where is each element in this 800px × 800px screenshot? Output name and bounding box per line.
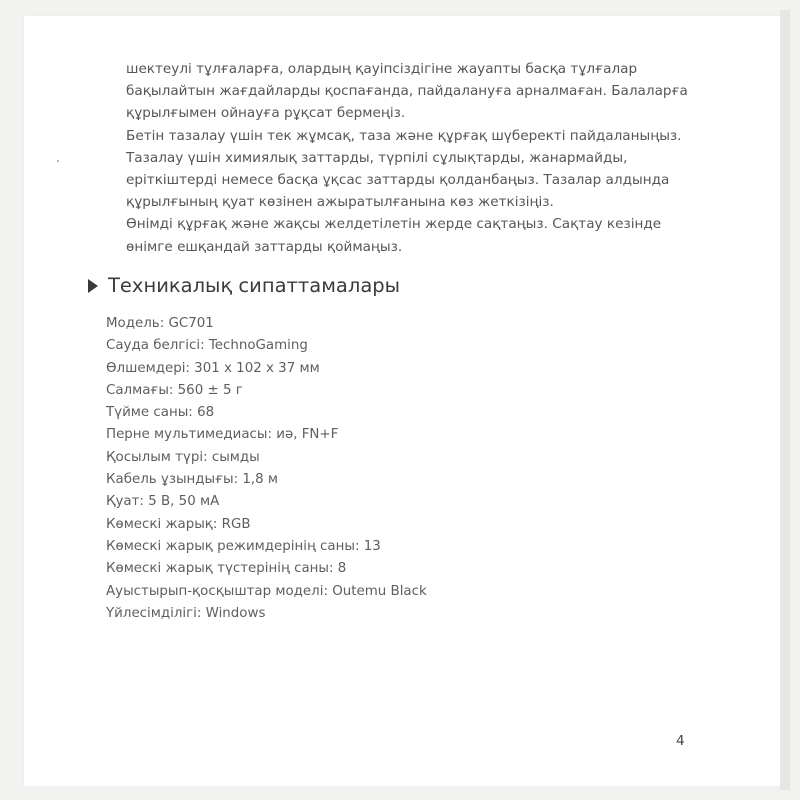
- spec-compatibility: Үйлесімділігі: Windows: [106, 605, 266, 621]
- paper-speck: [57, 160, 59, 162]
- page-edge: [780, 10, 790, 790]
- intro-line: Бетін тазалау үшін тек жұмсақ, таза және құрғақ шүберекті пайдаланыңыз.: [126, 127, 682, 144]
- intro-paragraphs: [126, 58, 726, 258]
- intro-line: бақылайтын жағдайларды қоспағанда, пайдалануға арналмаған. Балаларға: [126, 83, 688, 100]
- spec-model: Модель: GC701: [106, 316, 214, 331]
- spec-key-count: Түйме саны: 68: [106, 405, 215, 421]
- spec-power: Қуат: 5 В, 50 мА: [106, 494, 220, 510]
- spec-dimensions: Өлшемдері: 301 х 102 х 37 мм: [106, 360, 320, 376]
- spec-backlight: Көмескі жарық: RGB: [106, 516, 251, 532]
- spec-connection-type: Қосылым түрі: сымды: [106, 449, 260, 465]
- spec-backlight-colors: Көмескі жарық түстерінің саны: 8: [106, 561, 347, 577]
- intro-line: өнімге ешқандай заттарды қоймаңыз.: [126, 238, 403, 255]
- section-title: Техникалық сипаттамалары: [108, 274, 401, 297]
- spec-multimedia-keys: Перне мультимедиасы: иә, FN+F: [106, 427, 339, 443]
- intro-line: құрылғының қуат көзінен ажыратылғанына көз жеткізіңіз.: [126, 194, 554, 211]
- intro-line: құрылғымен ойнауға рұқсат бермеңіз.: [126, 105, 406, 122]
- spec-cable-length: Кабель ұзындығы: 1,8 м: [106, 472, 279, 488]
- section-heading: [88, 274, 400, 297]
- intro-line: Өнімді құрғақ және жақсы желдетілетін жерде сақтаңыз. Сақтау кезінде: [126, 216, 662, 233]
- spec-weight: Салмағы: 560 ± 5 г: [106, 382, 243, 398]
- spec-backlight-modes: Көмескі жарық режимдерінің саны: 13: [106, 538, 381, 554]
- spec-trademark: Сауда белгісі: TechnoGaming: [106, 338, 308, 354]
- spec-list: [106, 313, 427, 625]
- intro-line: Тазалау үшін химиялық заттарды, түрпілі сұлықтарды, жанармайды,: [126, 149, 628, 166]
- intro-line: шектеулі тұлғаларға, олардың қауіпсіздігіне жауапты басқа тұлғалар: [126, 61, 638, 77]
- triangle-bullet-icon: [88, 279, 98, 293]
- intro-line: еріткіштерді немесе басқа ұқсас заттарды қолданбаңыз. Тазалар алдында: [126, 172, 670, 189]
- page-number: 4: [676, 733, 685, 749]
- spec-switch-model: Ауыстырып-қосқыштар моделі: Outemu Black: [106, 583, 427, 599]
